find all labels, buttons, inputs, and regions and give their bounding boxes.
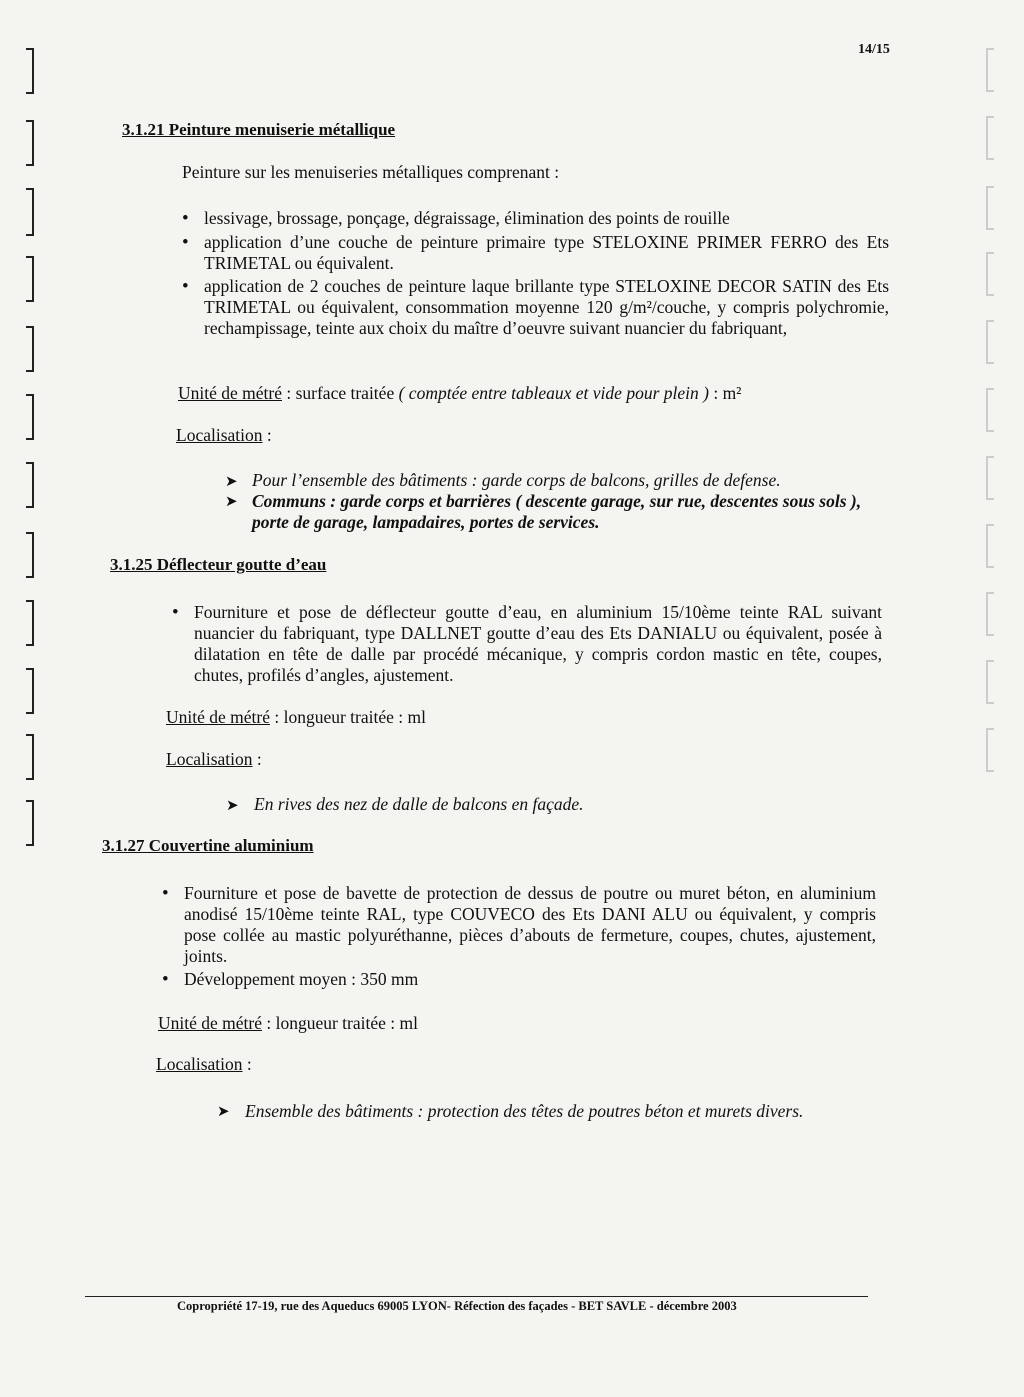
bleed-through-marks xyxy=(964,0,1024,1397)
footer-divider xyxy=(85,1296,868,1297)
arrow-bullet-icon: ➤ xyxy=(226,798,239,814)
arrow-bullet-icon: ➤ xyxy=(225,474,238,490)
localisation-label: Localisation xyxy=(176,425,263,445)
localisation-item: Communs : garde corps et barrières ( descente garage, sur rue, descentes sous sols ), porte de garage, lampadaires, portes de services. xyxy=(252,491,862,532)
unit-note: ( comptée entre tableaux et vide pour plein ) xyxy=(398,383,709,403)
unit-value: : surface traitée xyxy=(281,383,399,403)
unit-line xyxy=(166,707,426,728)
localisation-item: En rives des nez de dalle de balcons en façade. xyxy=(254,794,584,814)
bullet-item: • Fourniture et pose de déflecteur goutte d’eau, en aluminium 15/10ème teinte RAL suivant nuancier du fabriquant, type DALLNET goutte d’eau des Ets DANIALU ou équivalent, posée à dilatation en tête de dalle par procédé mécanique, y compris cordon mastic en tête, coupes, chutes, profilés d’angles, ajustement. xyxy=(194,602,882,686)
section-intro: Peinture sur les menuiseries métalliques comprenant : xyxy=(182,162,560,182)
page-number: 14/15 xyxy=(858,42,890,57)
section-heading: 3.1.21 Peinture menuiserie métallique xyxy=(122,120,396,139)
binder-holes xyxy=(0,0,40,1397)
unit-value: : longueur traitée : ml xyxy=(261,1013,418,1033)
localisation-item: Ensemble des bâtiments : protection des têtes de poutres béton et murets divers. xyxy=(245,1101,804,1121)
localisation-line: Localisation : xyxy=(176,425,272,445)
page-footer: Copropriété 17-19, rue des Aqueducs 69005 LYON- Réfection des façades - BET SAVLE - décembre 2003 xyxy=(177,1299,737,1313)
localisation-label: Localisation xyxy=(166,749,253,769)
unit-line xyxy=(158,1013,418,1034)
unit-value: : longueur traitée : ml xyxy=(269,707,426,727)
section-heading: 3.1.27 Couvertine aluminium xyxy=(102,836,314,855)
bullet-item: • Développement moyen : 350 mm xyxy=(184,969,418,990)
unit-label: Unité de métré xyxy=(158,1013,262,1033)
localisation-item: Pour l’ensemble des bâtiments : garde corps de balcons, grilles de defense. xyxy=(252,470,781,490)
unit-line xyxy=(178,383,741,404)
unit-label: Unité de métré xyxy=(166,707,270,727)
bullet-item: • application de 2 couches de peinture laque brillante type STELOXINE DECOR SATIN des Ets TRIMETAL ou équivalent, consommation moyenne 120 g/m²/couche, y compris polychromie, rechampissage, teinte aux choix du maître d’oeuvre suivant nuancier du fabriquant, xyxy=(204,276,889,339)
localisation-label: Localisation xyxy=(156,1054,243,1074)
unit-suffix: : m² xyxy=(708,383,742,403)
bullet-item: • lessivage, brossage, ponçage, dégraissage, élimination des points de rouille xyxy=(204,208,730,229)
localisation-line: Localisation : xyxy=(166,749,262,769)
localisation-line: Localisation : xyxy=(156,1054,252,1074)
arrow-bullet-icon: ➤ xyxy=(217,1104,230,1120)
arrow-bullet-icon: ➤ xyxy=(225,494,238,510)
section-heading: 3.1.25 Déflecteur goutte d’eau xyxy=(110,555,327,574)
bullet-item: • application d’une couche de peinture primaire type STELOXINE PRIMER FERRO des Ets TRIMETAL ou équivalent. xyxy=(204,232,889,274)
unit-label: Unité de métré xyxy=(178,383,282,403)
bullet-item: • Fourniture et pose de bavette de protection de dessus de poutre ou muret béton, en aluminium anodisé 15/10ème teinte RAL, type COUVECO des Ets DANI ALU ou équivalent, y compris pose collée au mastic polyuréthanne, pièces d’abouts de fermeture, coupes, chutes, ajustement, joints. xyxy=(184,883,876,967)
